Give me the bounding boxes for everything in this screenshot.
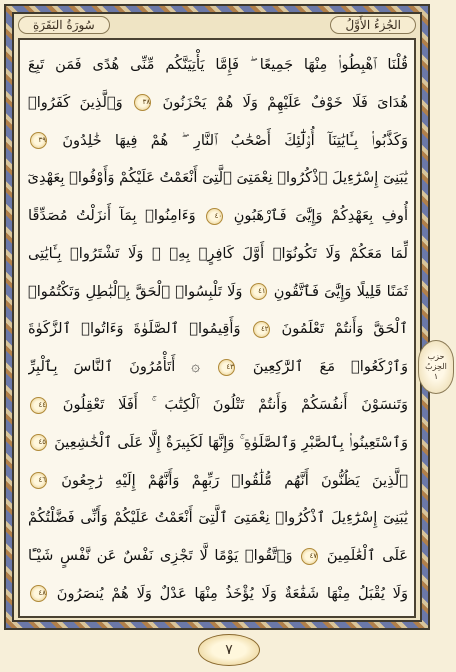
ayah-number-marker: ٣٩: [30, 132, 47, 149]
hizb-marker: [418, 340, 454, 394]
verse-text: وَلَا يُقْبَلُ مِنْهَا شَفَٰعَةٌ وَلَا يُؤْخَذُ مِنْهَا عَدْلٌ وَلَا هُمْ يُنصَرُونَ: [56, 584, 408, 602]
verse-line: [28, 386, 408, 423]
verse-text: يَٰبَنِىٓ إِسْرَٰٓءِيلَ ٱذْكُرُوا۟ نِعْمَتِىَ ٱلَّتِىٓ أَنْعَمْتُ عَلَيْكُمْ وَأَنِّى فَضَّلْتُكُمْ: [28, 509, 408, 527]
ayah-number-marker: ٤٤: [30, 397, 47, 414]
verse-text: أُوفِ بِعَهْدِكُمْ وَإِيَّٰىَ فَٱرْهَبُونِ: [233, 207, 408, 225]
verse-text: لِّمَا مَعَكُمْ وَلَا تَكُونُوٓا۟ أَوَّلَ كَافِرٍۭ بِهِۦ ۖ وَلَا تَشْتَرُوا۟ بِـَٔايَٰتِى: [28, 244, 408, 262]
verse-text: هُدَاىَ فَلَا خَوْفٌ عَلَيْهِمْ وَلَا هُمْ يَحْزَنُونَ: [162, 93, 408, 111]
verse-text: ٱلْحَقَّ وَأَنتُمْ تَعْلَمُونَ: [281, 320, 408, 338]
verse-text: وَٱسْتَعِينُوا۟ بِٱلصَّبْرِ وَٱلصَّلَوٰةِ ۚ وَإِنَّهَا لَكَبِيرَةٌ إِلَّا عَلَى ٱلْخَٰشِعِينَ: [54, 433, 408, 451]
verse-text: وَٱرْكَعُوا۟ مَعَ ٱلرَّٰكِعِينَ: [252, 358, 408, 376]
verse-text: ۞ أَتَأْمُرُونَ ٱلنَّاسَ بِٱلْبِرِّ: [28, 358, 200, 376]
verse-text: عَلَى ٱلْعَٰلَمِينَ: [326, 547, 408, 565]
verse-line: [28, 462, 408, 499]
verse-line: [28, 537, 408, 574]
verse-text: ٱلَّذِينَ يَظُنُّونَ أَنَّهُم مُّلَٰقُوا۟ رَبِّهِمْ وَأَنَّهُمْ إِلَيْهِ رَٰجِعُونَ: [61, 471, 408, 489]
juz-label: الجُزءُ الأَوَّلُ: [330, 16, 416, 34]
verse-text: وَٱتَّقُوا۟ يَوْمًا لَّا تَجْزِى نَفْسٌ عَن نَّفْسٍ شَيْـًٔا: [28, 547, 293, 565]
ayah-number-marker: ٤٧: [301, 548, 318, 565]
verse-text: وَلَا تَلْبِسُوا۟ ٱلْحَقَّ بِٱلْبَٰطِلِ وَتَكْتُمُوا۟: [28, 282, 243, 300]
ayah-number-marker: ٣٨: [134, 94, 151, 111]
ayah-number-marker: ٤٨: [30, 585, 47, 602]
ayah-number-marker: ٤٢: [253, 321, 270, 338]
verse-text: قُلْنَا ٱهْبِطُوا۟ مِنْهَا جَمِيعًا ۖ فَإِمَّا يَأْتِيَنَّكُم مِّنِّى هُدًى فَمَن تَبِعَ: [28, 56, 408, 73]
ayah-number-marker: ٤٥: [30, 434, 47, 451]
hizb-marker-word: حزب: [427, 352, 445, 361]
ayah-number-marker: ٤٣: [218, 359, 235, 376]
verse-line: [28, 84, 408, 121]
verse-lines: [28, 46, 408, 612]
verse-line: [28, 122, 408, 159]
ayah-number-marker: ٤١: [250, 283, 267, 300]
verse-line: [28, 159, 408, 196]
verse-text: وَءَامِنُوا۟ بِمَآ أَنزَلْتُ مُصَدِّقًا: [28, 207, 196, 225]
hizb-marker-number: ١: [433, 372, 439, 381]
verse-text: يَٰبَنِىٓ إِسْرَٰٓءِيلَ ٱذْكُرُوا۟ نِعْمَتِىَ ٱلَّتِىٓ أَنْعَمْتُ عَلَيْكُمْ وَأَوْفُوا۟ بِعَهْدِىٓ: [28, 169, 408, 187]
page-header: [18, 14, 416, 36]
verse-line: [28, 46, 408, 83]
verse-text: وَٱلَّذِينَ كَفَرُوا۟: [28, 93, 123, 111]
verse-text: وَكَذَّبُوا۟ بِـَٔايَٰتِنَآ أُو۟لَٰٓئِكَ أَصْحَٰبُ ٱلنَّارِ ۖ هُمْ فِيهَا خَٰلِدُونَ: [62, 131, 408, 149]
verse-text: ثَمَنًا قَلِيلًا وَإِيَّٰىَ فَٱتَّقُونِ: [273, 282, 408, 300]
verse-line: [28, 197, 408, 234]
verse-line: [28, 310, 408, 347]
verse-line: [28, 273, 408, 310]
hizb-marker-label: الحِزبُ: [425, 362, 447, 371]
surah-name-label: سُورَةُ البَقَرَةِ: [18, 16, 110, 34]
verse-text: وَتَنسَوْنَ أَنفُسَكُمْ وَأَنتُمْ تَتْلُونَ ٱلْكِتَٰبَ ۚ أَفَلَا تَعْقِلُونَ: [62, 396, 408, 414]
verse-line: [28, 348, 408, 385]
verse-line: [28, 575, 408, 612]
ayah-number-marker: ٤٦: [30, 472, 47, 489]
verse-line: [28, 235, 408, 272]
verse-line: [28, 499, 408, 536]
ayah-number-marker: ٤٠: [206, 208, 223, 225]
verse-line: [28, 424, 408, 461]
verse-text: وَأَقِيمُوا۟ ٱلصَّلَوٰةَ وَءَاتُوا۟ ٱلزَّكَوٰةَ: [28, 320, 241, 338]
page-number: ٧: [198, 634, 260, 666]
